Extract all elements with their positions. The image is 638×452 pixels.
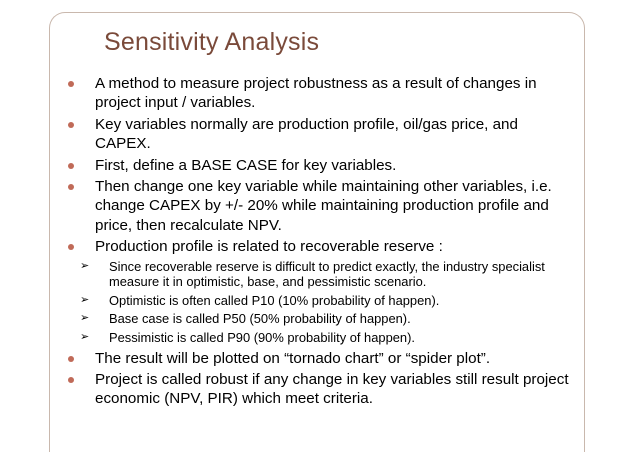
bullet-item xyxy=(66,74,571,113)
arrow-bullet-icon: ➢ xyxy=(80,331,90,344)
arrow-bullet-icon: ➢ xyxy=(80,259,90,272)
slide-title: Sensitivity Analysis xyxy=(104,28,320,56)
bullet-dot-icon xyxy=(68,244,74,250)
bullet-dot-icon xyxy=(68,377,74,383)
bullet-item xyxy=(66,156,571,175)
bullet-text: Then change one key variable while maintaining other variables, i.e. change CAPEX by +/- 20% while maintaining production profile and price, then recalculate NPV. xyxy=(95,178,552,234)
bullet-dot-icon xyxy=(68,122,74,128)
arrow-bullet-icon: ➢ xyxy=(80,293,90,306)
slide-content xyxy=(66,74,571,411)
bullet-item xyxy=(66,177,571,235)
sub-bullet-text: Pessimistic is called P90 (90% probability of happen). xyxy=(109,330,415,346)
bullet-dot-icon xyxy=(68,81,74,87)
sub-bullet-text: Base case is called P50 (50% probability of happen). xyxy=(109,311,411,327)
sub-bullet-text: Optimistic is often called P10 (10% probability of happen). xyxy=(109,292,440,308)
bullet-text: The result will be plotted on “tornado chart” or “spider plot”. xyxy=(95,349,491,367)
sub-bullet-item xyxy=(80,259,571,290)
sub-bullet-item xyxy=(80,330,571,346)
bullet-item xyxy=(66,349,571,368)
sub-bullet-item xyxy=(80,293,571,309)
bullet-item xyxy=(66,237,571,256)
sub-bullet-text: Since recoverable reserve is difficult to predict exactly, the industry specialist measure it in optimistic, base, and pessimistic scenario. xyxy=(109,258,545,290)
bullet-item xyxy=(66,115,571,154)
sub-bullet-item xyxy=(80,311,571,327)
bullet-dot-icon xyxy=(68,356,74,362)
bullet-text: Key variables normally are production profile, oil/gas price, and CAPEX. xyxy=(95,115,518,153)
bullet-text: A method to measure project robustness as a result of changes in project input / variables. xyxy=(95,75,537,112)
bullet-text: First, define a BASE CASE for key variables. xyxy=(95,156,397,174)
bullet-item xyxy=(66,370,571,409)
bullet-text: Project is called robust if any change in key variables still result project economic (NPV, PIR) which meet criteria. xyxy=(95,371,569,408)
bullet-dot-icon xyxy=(68,163,74,169)
bullet-text: Production profile is related to recoverable reserve : xyxy=(95,238,443,256)
arrow-bullet-icon: ➢ xyxy=(80,312,90,325)
bullet-dot-icon xyxy=(68,184,74,190)
